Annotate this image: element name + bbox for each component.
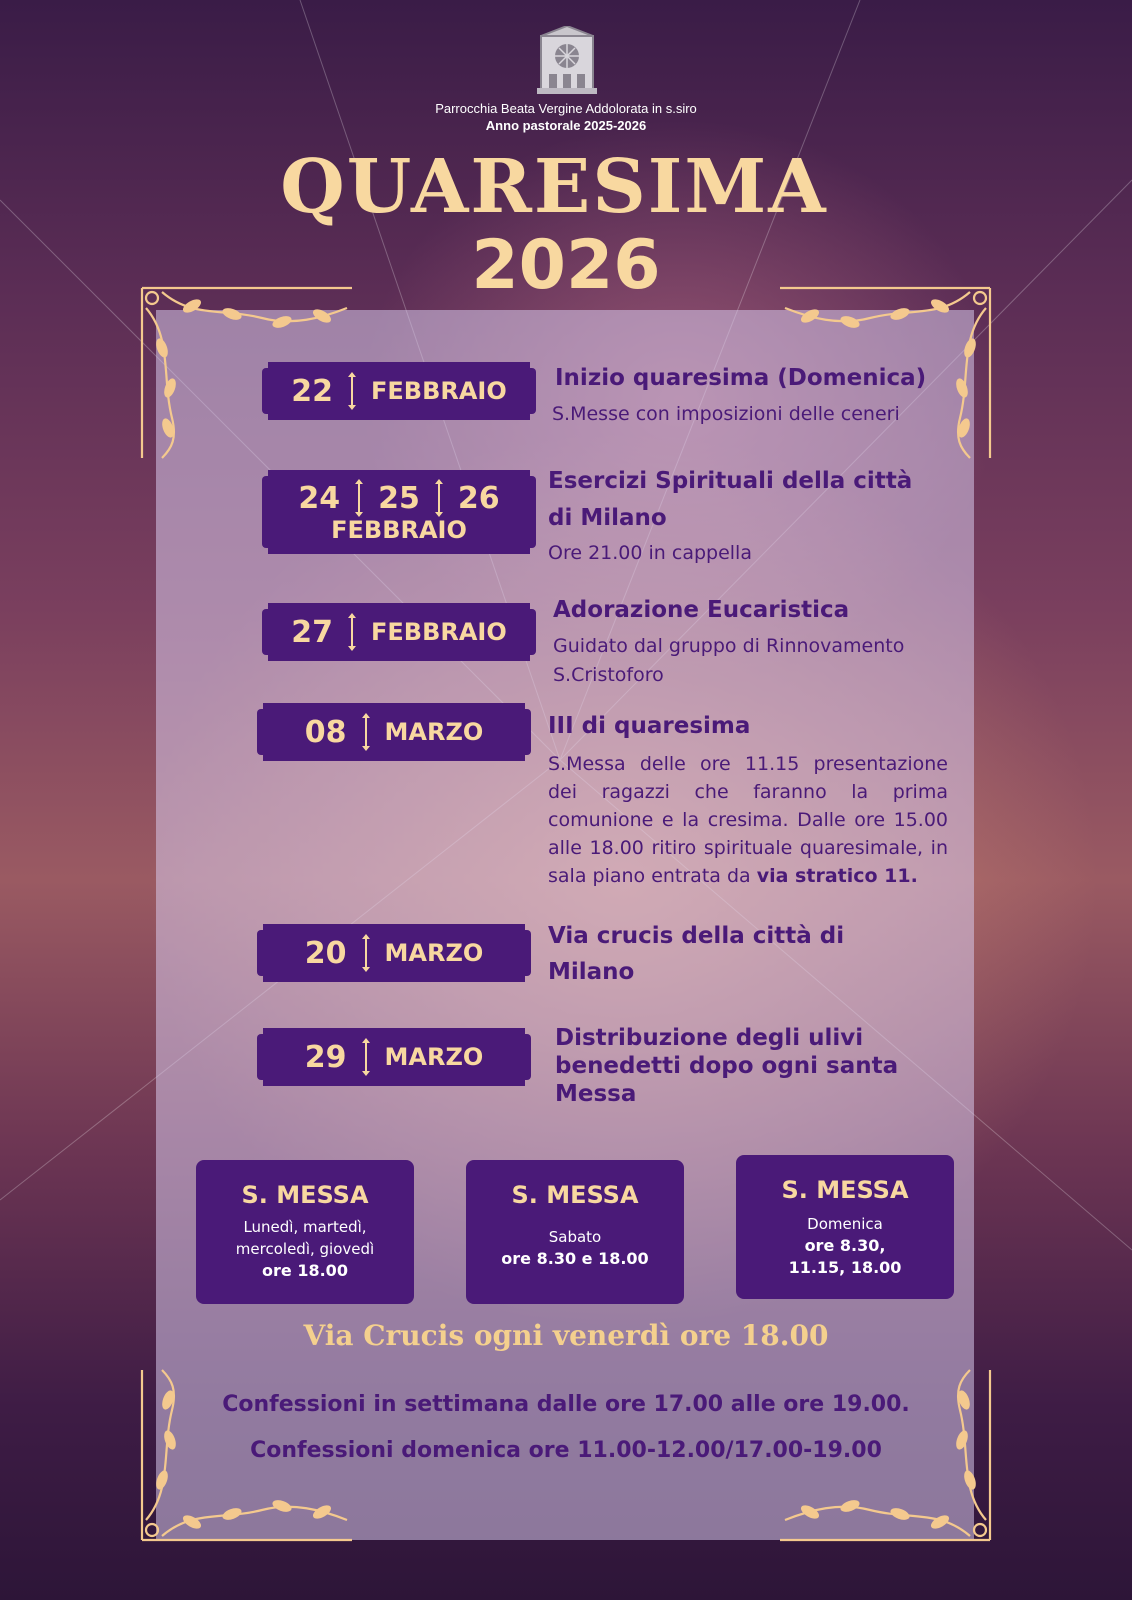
event-description: [548, 750, 948, 890]
date-day: 25: [378, 480, 420, 516]
date-badge: [268, 603, 530, 661]
event-title: Milano: [548, 959, 635, 985]
event-title: III di quaresima: [548, 713, 751, 739]
event-title: di Milano: [548, 505, 667, 531]
event-title: benedetti dopo ogni santa: [555, 1053, 899, 1079]
confessions-weekday: Confessioni in settimana dalle ore 17.00 alle ore 19.00.: [222, 1392, 910, 1417]
parish-name: Parrocchia Beata Vergine Addolorata in s.siro: [435, 101, 697, 116]
event-title: Inizio quaresima (Domenica): [555, 365, 927, 391]
date-badge: [263, 1028, 525, 1086]
event-title: Esercizi Spirituali della città: [548, 468, 913, 494]
mass-days: Domenica: [807, 1215, 883, 1233]
mass-title: S. MESSA: [781, 1176, 909, 1204]
event-description: S.Cristoforo: [553, 664, 664, 686]
date-day: 20: [304, 935, 347, 971]
pastoral-year: Anno pastorale 2025-2026: [485, 118, 647, 133]
date-month: MARZO: [384, 718, 484, 746]
confessions-sunday: Confessioni domenica ore 11.00-12.00/17.00-19.00: [250, 1438, 882, 1463]
date-separator-icon: [351, 374, 353, 408]
mass-times: 11.15, 18.00: [788, 1258, 902, 1277]
date-separator-icon: [365, 1040, 367, 1074]
date-day: 08: [304, 714, 347, 750]
event-description: Guidato dal gruppo di Rinnovamento: [553, 635, 905, 657]
date-day: 27: [291, 614, 333, 650]
mass-times: ore 8.30 e 18.00: [501, 1249, 649, 1268]
date-day: 26: [457, 480, 500, 516]
event-address: via stratico 11.: [756, 865, 918, 887]
mass-times: ore 18.00: [262, 1261, 348, 1280]
date-month: FEBBRAIO: [370, 618, 507, 646]
event-description-text: S.Messa delle ore 11.15 presentazione dei ragazzi che faranno la prima comunione e la cresima. Dalle ore 15.00 alle 18.00 ritiro spirituale quaresimale, in sala piano entrata da: [548, 753, 948, 887]
via-crucis-note: Via Crucis ogni venerdì ore 18.00: [303, 1319, 829, 1352]
mass-days: Lunedì, martedì,: [243, 1218, 367, 1236]
mass-box-weekdays: [196, 1160, 414, 1304]
date-badge: [268, 470, 530, 554]
date-separator-icon: [365, 936, 367, 970]
date-separator-icon: [438, 481, 440, 515]
mass-box-sunday: [736, 1155, 954, 1299]
date-month: FEBBRAIO: [370, 377, 507, 405]
date-month: MARZO: [384, 1043, 484, 1071]
page-title: QUARESIMA: [280, 144, 828, 230]
date-badge: [263, 703, 525, 761]
date-month: FEBBRAIO: [331, 515, 467, 544]
date-day: 22: [291, 373, 333, 409]
title-year: 2026: [471, 226, 661, 305]
mass-box-saturday: [466, 1160, 684, 1304]
mass-days: mercoledì, giovedì: [235, 1240, 375, 1258]
mass-times: ore 8.30,: [804, 1236, 886, 1255]
event-title: Messa: [555, 1081, 637, 1107]
event-title: Via crucis della città di: [548, 923, 845, 949]
event-description: S.Messe con imposizioni delle ceneri: [552, 403, 900, 425]
date-day: 29: [304, 1039, 347, 1075]
date-month: MARZO: [384, 939, 484, 967]
event-title: Adorazione Eucaristica: [553, 597, 850, 623]
mass-title: S. MESSA: [511, 1181, 639, 1209]
date-separator-icon: [351, 615, 353, 649]
date-separator-icon: [365, 715, 367, 749]
mass-days: Sabato: [548, 1228, 602, 1246]
date-day: 24: [298, 480, 341, 516]
mass-title: S. MESSA: [241, 1181, 369, 1209]
date-badge: [268, 362, 530, 420]
date-separator-icon: [358, 481, 360, 515]
event-description: Ore 21.00 in cappella: [548, 542, 752, 564]
date-badge: [263, 924, 525, 982]
church-logo: [537, 26, 597, 96]
event-title: Distribuzione degli ulivi: [555, 1025, 864, 1051]
